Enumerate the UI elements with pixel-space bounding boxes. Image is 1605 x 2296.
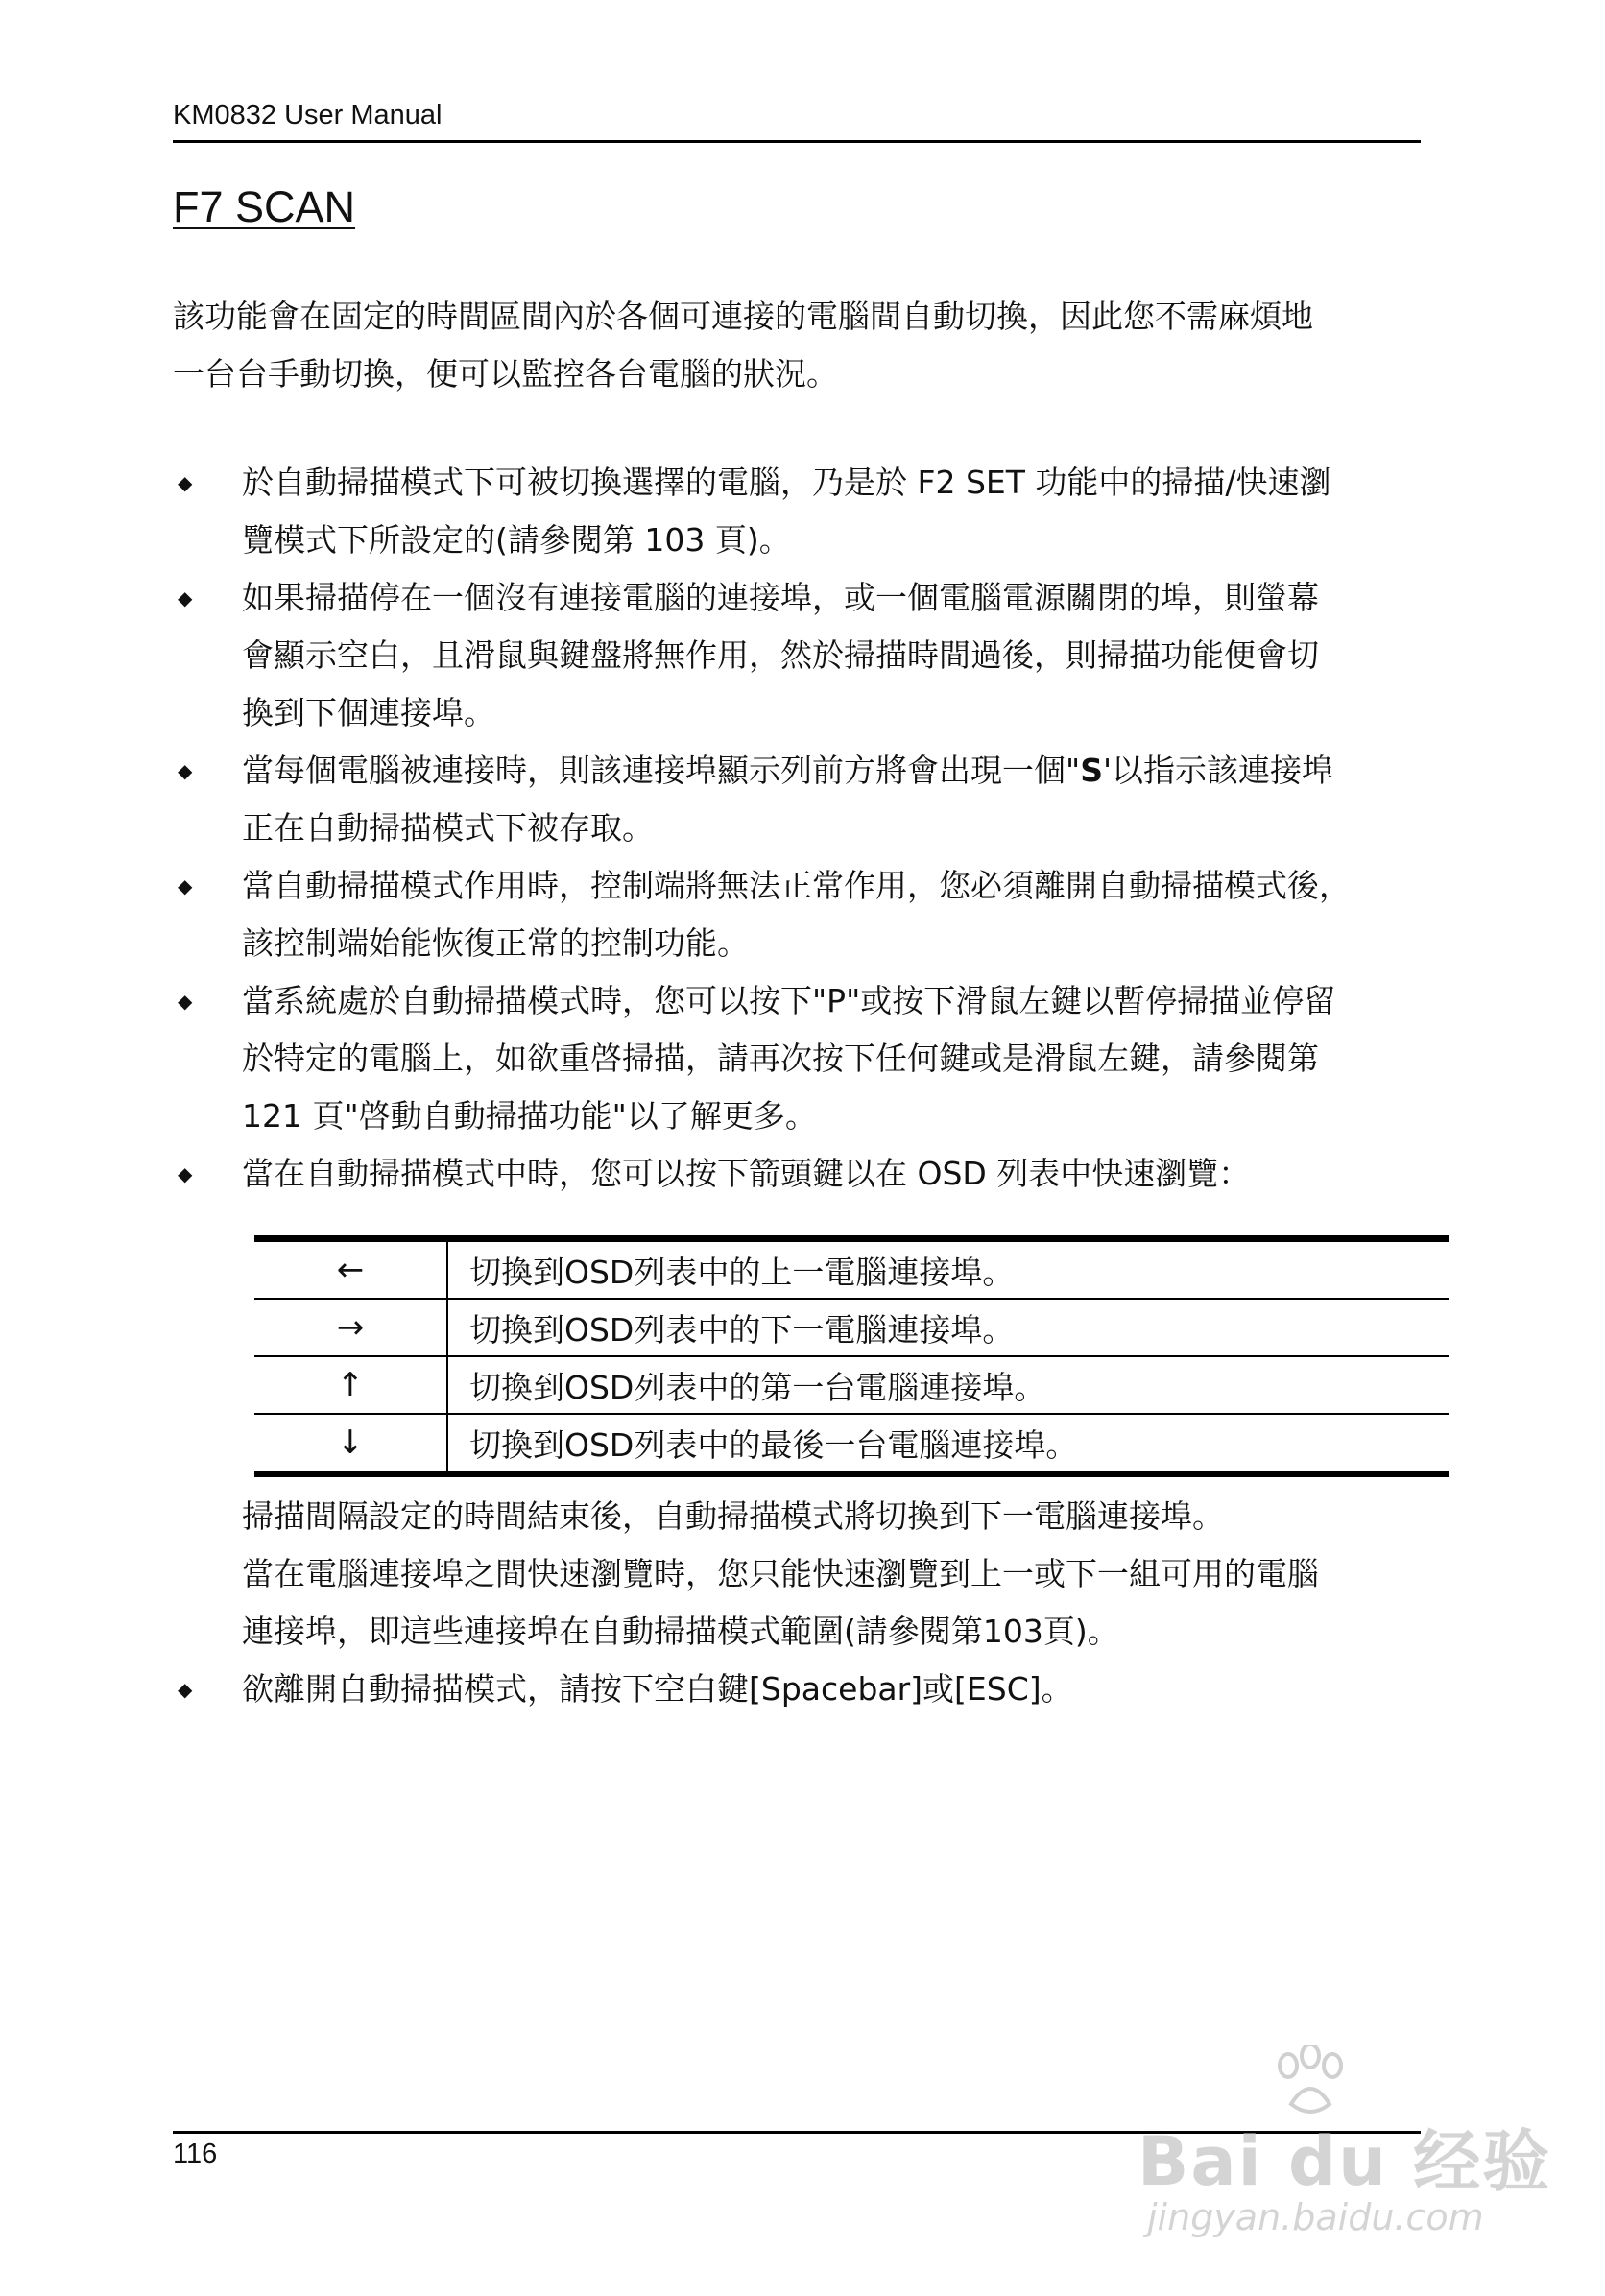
- bullet-list: [173, 454, 1430, 1203]
- bullet-line: [242, 752, 1333, 789]
- bullet-item: [173, 742, 1430, 857]
- header-title: KM0832 User Manual: [173, 100, 443, 131]
- intro-line: 該功能會在固定的時間區間內於各個可連接的電腦間自動切換，因此您不需麻煩地: [173, 298, 1313, 335]
- bullet-line: 會顯示空白，且滑鼠與鍵盤將無作用，然於掃描時間過後，則掃描功能便會切: [242, 636, 1319, 674]
- bullet-item: [173, 972, 1430, 1145]
- table-row: [254, 1239, 1449, 1300]
- paragraph-line: 掃描間隔設定的時間結束後，自動掃描模式將切換到下一電腦連接埠。: [242, 1497, 1224, 1535]
- bullet-item: [173, 857, 1430, 972]
- bullet-text: '以指示該連接埠: [1102, 752, 1334, 789]
- up-arrow-key: ↑: [254, 1356, 447, 1414]
- bullet-item: [173, 1661, 1430, 1718]
- left-arrow-key: ←: [254, 1239, 447, 1300]
- right-arrow-key: →: [254, 1299, 447, 1356]
- bullet-line: 121 頁"啓動自動掃描功能"以了解更多。: [242, 1097, 817, 1135]
- bullet-list: [173, 1661, 1430, 1718]
- bullet-line: 如果掃描停在一個沒有連接電腦的連接埠，或一個電腦電源關閉的埠，則螢幕: [242, 579, 1319, 616]
- key-description: 切換到OSD列表中的最後一台電腦連接埠。: [469, 1425, 1078, 1464]
- arrow-key-table: [254, 1235, 1449, 1477]
- paragraph-line: 當在電腦連接埠之間快速瀏覽時，您只能快速瀏覽到上一或下一組可用的電腦: [242, 1555, 1319, 1592]
- bullet-line: 當自動掃描模式作用時，控制端將無法正常作用，您必須離開自動掃描模式後，: [242, 867, 1351, 904]
- key-description: 切換到OSD列表中的第一台電腦連接埠。: [447, 1356, 1449, 1414]
- bullet-line: 正在自動掃描模式下被存取。: [242, 809, 654, 847]
- bullet-item: [173, 1145, 1430, 1203]
- intro-line: 一台台手動切換，便可以監控各台電腦的狀況。: [173, 355, 838, 393]
- bullet-text: 當每個電腦被連接時，則該連接埠顯示列前方將會出現一個": [242, 752, 1081, 789]
- bullet-line: 覽模式下所設定的(請參閱第 103 頁)。: [242, 521, 791, 559]
- table-row: [254, 1356, 1449, 1414]
- diamond-bullet-icon: ◆: [178, 990, 193, 1013]
- header-rule: [173, 140, 1421, 143]
- table-row: [254, 1414, 1449, 1474]
- bullet-line: 欲離開自動掃描模式，請按下空白鍵[Spacebar]或[ESC]。: [242, 1670, 1073, 1708]
- key-description: 切換到OSD列表中的上一電腦連接埠。: [447, 1239, 1449, 1300]
- bullet-item: [173, 569, 1430, 742]
- diamond-bullet-icon: ◆: [178, 1162, 193, 1185]
- diamond-bullet-icon: ◆: [178, 586, 193, 610]
- bullet-line: 換到下個連接埠。: [242, 694, 495, 731]
- key-description: 切換到OSD列表中的下一電腦連接埠。: [447, 1299, 1449, 1356]
- page-number: 116: [173, 2139, 218, 2169]
- diamond-bullet-icon: ◆: [178, 471, 193, 494]
- baidu-watermark: [1138, 2045, 1552, 2246]
- bullet-line: 於特定的電腦上，如欲重啓掃描，請再次按下任何鍵或是滑鼠左鍵，請參閱第: [242, 1040, 1319, 1077]
- diamond-bullet-icon: ◆: [178, 874, 193, 897]
- section-title: F7 SCAN: [173, 182, 356, 231]
- down-arrow-key: ↓: [254, 1414, 447, 1474]
- diamond-bullet-icon: ◆: [178, 1678, 193, 1701]
- bullet-item: [173, 454, 1430, 569]
- bullet-line: 當在自動掃描模式中時，您可以按下箭頭鍵以在 OSD 列表中快速瀏覽：: [242, 1155, 1251, 1192]
- bullet-line: 當系統處於自動掃描模式時，您可以按下"P"或按下滑鼠左鍵以暫停掃描並停留: [242, 982, 1336, 1019]
- intro-paragraph: [173, 288, 1430, 403]
- after-table-paragraph: [242, 1488, 1432, 1661]
- bullet-line: 於自動掃描模式下可被切換選擇的電腦，乃是於 F2 SET 功能中的掃描/快速瀏: [242, 464, 1331, 501]
- watermark-url: jingyan.baidu.com: [1147, 2196, 1484, 2238]
- paragraph-line: 連接埠，即這些連接埠在自動掃描模式範圍(請參閱第103頁)。: [242, 1613, 1119, 1650]
- diamond-bullet-icon: ◆: [178, 759, 193, 782]
- bullet-line: 該控制端始能恢復正常的控制功能。: [242, 924, 749, 962]
- watermark-logo: Bai du 经验: [1138, 2122, 1552, 2201]
- table-row: [254, 1299, 1449, 1356]
- scan-indicator-letter: S: [1080, 752, 1103, 789]
